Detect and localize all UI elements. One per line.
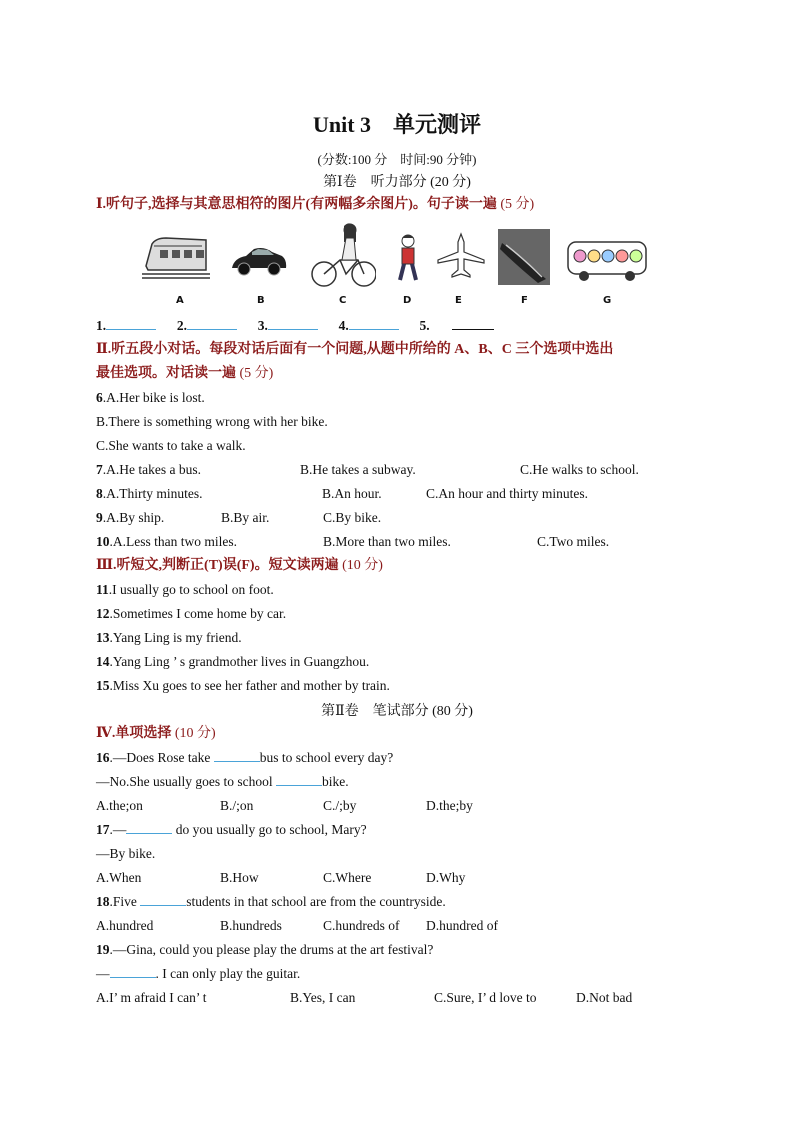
section-2-points: (5 分) <box>239 366 274 381</box>
question-16-option-b[interactable]: B./;on <box>220 798 254 813</box>
question-7: 7.A.He takes a bus. <box>96 462 201 477</box>
question-16-option-d[interactable]: D.the;by <box>426 798 473 813</box>
section-3-heading <box>96 557 383 575</box>
question-8-b: B.An hour. <box>322 486 382 501</box>
question-8-c: C.An hour and thirty minutes. <box>426 486 588 501</box>
blank-label-2: 2. <box>176 318 187 333</box>
section-2-heading-cont <box>96 365 273 383</box>
question-16-line2: —No.She usually goes to school bike. <box>96 774 349 789</box>
boat-icon <box>498 229 550 285</box>
blank-label-3: 3. <box>257 318 268 333</box>
part-two-heading: 第Ⅱ卷 笔试部分 (80 分) <box>321 704 473 719</box>
train-icon <box>142 226 210 282</box>
question-13: 13.Yang Ling is my friend. <box>96 630 242 645</box>
picture-label-e: E <box>455 295 462 306</box>
section-3-points: (10 分) <box>342 558 383 573</box>
section-4-title: Ⅳ.单项选择 <box>96 726 172 741</box>
answer-blanks-row <box>96 317 494 335</box>
question-11: 11.I usually go to school on foot. <box>96 582 274 597</box>
picture-label-b: B <box>257 295 265 306</box>
question-17-line2: —By bike. <box>96 846 156 861</box>
airplane-icon <box>436 232 486 280</box>
picture-label-g: G <box>603 295 612 306</box>
question-7-c: C.He walks to school. <box>520 462 639 477</box>
answer-blank-2[interactable] <box>187 317 237 330</box>
question-8: 8.A.Thirty minutes. <box>96 486 203 501</box>
bus-icon <box>566 238 650 284</box>
blank-label-4: 4. <box>338 318 349 333</box>
section-3-title: Ⅲ.听短文,判断正(T)误(F)。短文读两遍 <box>96 558 339 573</box>
question-6-a: 6.A.Her bike is lost. <box>96 390 205 405</box>
question-19-option-d[interactable]: D.Not bad <box>576 990 633 1005</box>
car-icon <box>230 244 288 278</box>
question-17-option-d[interactable]: D.Why <box>426 870 466 885</box>
answer-blank-5[interactable] <box>452 317 494 330</box>
answer-blank-3[interactable] <box>268 317 318 330</box>
picture-label-c: C <box>339 295 347 306</box>
question-19-option-a[interactable]: A.I’ m afraid I can’ t <box>96 990 207 1005</box>
question-17: 17.— do you usually go to school, Mary? <box>96 822 367 837</box>
answer-blank-1[interactable] <box>106 317 156 330</box>
question-7-b: B.He takes a subway. <box>300 462 416 477</box>
answer-blank-16a[interactable] <box>214 749 260 762</box>
answer-blank-16b[interactable] <box>276 773 322 786</box>
picture-label-a: A <box>176 295 184 306</box>
question-14: 14.Yang Ling ’ s grandmother lives in Guangzhou. <box>96 654 370 669</box>
picture-label-d: D <box>403 295 412 306</box>
answer-blank-17[interactable] <box>126 821 172 834</box>
part-one-heading: 第Ⅰ卷 听力部分 (20 分) <box>323 175 471 190</box>
question-18-option-b[interactable]: B.hundreds <box>220 918 282 933</box>
question-18: 18.Five students in that school are from the countryside. <box>96 894 446 909</box>
walking-boy-icon <box>396 234 420 284</box>
section-1-title: Ⅰ.听句子,选择与其意思相符的图片(有两幅多余图片)。句子读一遍 <box>96 197 497 212</box>
question-6-c: C.She wants to take a walk. <box>96 438 246 453</box>
question-10-b: B.More than two miles. <box>323 534 451 549</box>
question-9-b: B.By air. <box>221 510 270 525</box>
question-17-option-c[interactable]: C.Where <box>323 870 372 885</box>
section-2-title-cont: 最佳选项。对话读一遍 <box>96 366 236 381</box>
answer-blank-19[interactable] <box>110 965 156 978</box>
question-16-option-c[interactable]: C./;by <box>323 798 357 813</box>
question-9-c: C.By bike. <box>323 510 382 525</box>
question-12: 12.Sometimes I come home by car. <box>96 606 287 621</box>
question-10-c: C.Two miles. <box>537 534 610 549</box>
section-4-points: (10 分) <box>174 726 216 741</box>
page-title: Unit 3 单元测评 <box>312 112 482 137</box>
section-4-heading <box>96 725 216 743</box>
question-19-option-b[interactable]: B.Yes, I can <box>290 990 356 1005</box>
section-1-points: (5 分) <box>500 197 535 212</box>
answer-blank-4[interactable] <box>349 317 399 330</box>
question-19-line2: — . I can only play the guitar. <box>96 966 301 981</box>
question-10: 10.A.Less than two miles. <box>96 534 237 549</box>
question-18-option-d[interactable]: D.hundred of <box>426 918 498 933</box>
question-17-option-b[interactable]: B.How <box>220 870 259 885</box>
question-9: 9.A.By ship. <box>96 510 165 525</box>
blank-label-5: 5. <box>419 318 430 333</box>
question-16-option-a[interactable]: A.the;on <box>96 798 143 813</box>
question-18-option-a[interactable]: A.hundred <box>96 918 154 933</box>
exam-info: (分数:100 分 时间:90 分钟) <box>317 152 477 167</box>
bike-girl-icon <box>310 222 376 290</box>
section-2-heading: Ⅱ.听五段小对话。每段对话后面有一个问题,从题中所给的 A、B、C 三个选项中选出 <box>96 342 614 357</box>
question-18-option-c[interactable]: C.hundreds of <box>323 918 400 933</box>
picture-label-f: F <box>521 295 528 306</box>
blank-label-1: 1. <box>96 318 107 333</box>
question-19-option-c[interactable]: C.Sure, I’ d love to <box>434 990 537 1005</box>
question-16: 16.—Does Rose take bus to school every day? <box>96 750 394 765</box>
question-15: 15.Miss Xu goes to see her father and mother by train. <box>96 678 390 693</box>
answer-blank-18[interactable] <box>140 893 186 906</box>
question-19: 19.—Gina, could you please play the drums at the art festival? <box>96 942 434 957</box>
question-6-b: B.There is something wrong with her bike. <box>96 414 328 429</box>
section-1-heading <box>96 196 534 214</box>
question-17-option-a[interactable]: A.When <box>96 870 142 885</box>
